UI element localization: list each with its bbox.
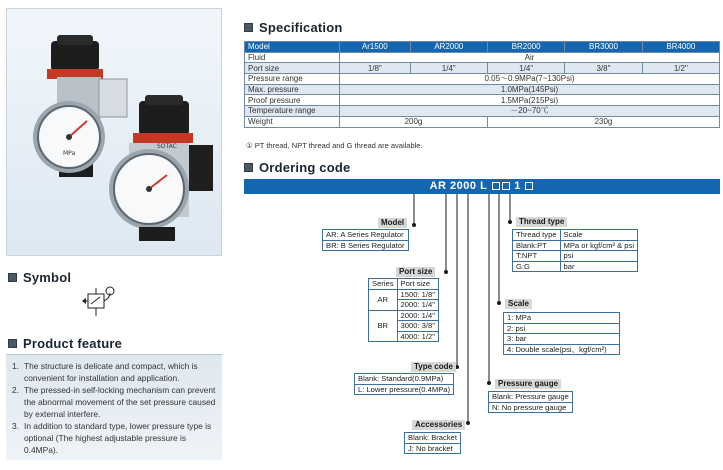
connector-dot	[487, 381, 491, 385]
product-feature-heading: Product feature	[8, 336, 122, 351]
connector-dot	[497, 301, 501, 305]
spec-row-temperature: Temperature range －20~70℃	[245, 106, 720, 117]
spec-row-weight: Weight 200g 230g	[245, 116, 720, 127]
port-size-label: Port size	[396, 267, 435, 277]
accessories-table: Blank: Bracket J: No bracket	[404, 432, 461, 454]
spec-row-fluid: Fluid Air	[245, 52, 720, 63]
spec-row-proof-pressure: Proof pressure 1.5MPa(215Psi)	[245, 95, 720, 106]
model-label: Model	[378, 218, 407, 228]
port-size-table: Series Port size AR 1500: 1/8" 2000: 1/4" BR 2000: 1/4" 3000: 3/8" 4000: 1/2"	[368, 278, 439, 342]
scale-label: Scale	[505, 299, 532, 309]
feature-item-1: 1. The structure is delicate and compact, which is convenient for installation and application.	[12, 361, 198, 383]
feature-item-2: 2. The pressed-in self-locking mechanism can prevent the abnormal movement of the set pressure caused by external interfere.	[12, 385, 216, 419]
ordering-code-heading: Ordering code	[244, 160, 350, 175]
pressure-gauge-label: Pressure gauge	[495, 379, 561, 389]
symbol-heading: Symbol	[8, 270, 71, 285]
thread-type-label: Thread type	[516, 217, 567, 227]
connector-dot	[444, 270, 448, 274]
spec-row-max-pressure: Max. pressure 1.0MPa(145Psi)	[245, 84, 720, 95]
spec-row-port-size: Port size 1/8" 1/4" 1/4" 3/8" 1/2"	[245, 63, 720, 74]
accessories-label: Accessories	[412, 420, 465, 430]
spec-row-pressure-range: Pressure range 0.05～0.9MPa(7~130Psi)	[245, 74, 720, 85]
spec-header-row: Model Ar1500 AR2000 BR2000 BR3000 BR4000	[245, 42, 720, 53]
scale-table: 1: MPa 2: psi 3: bar 4: Double scale(psi、kgf/cm²)	[503, 312, 620, 355]
feature-item-3: 3. In addition to standard type, lower pressure type is optional (The highest adjustable pressure is 0.4MPa).	[12, 421, 212, 455]
connector-dot	[466, 421, 470, 425]
svg-text:MPa: MPa	[63, 150, 76, 157]
thread-type-table: Thread type Scale Blank:PT MPa or kgf/cm² & psi T:NPT psi G:G bar	[512, 229, 638, 272]
connector-dot	[508, 220, 512, 224]
type-code-label: Type code	[411, 362, 456, 372]
model-table: AR: A Series Regulator BR: B Series Regulator	[322, 229, 409, 251]
svg-text:SOTAC: SOTAC	[157, 143, 177, 150]
type-code-table: Blank: Standard(0.9MPa) L: Lower pressure(0.4MPa)	[354, 373, 454, 395]
connector-dot	[412, 223, 416, 227]
thread-note: ① PT thread, NPT thread and G thread are available.	[246, 141, 423, 150]
specification-heading: Specification	[244, 20, 343, 35]
pressure-gauge-table: Blank: Pressure gauge N: No pressure gauge	[488, 391, 573, 413]
ordering-code-bar: AR 2000 L 1	[244, 179, 720, 194]
